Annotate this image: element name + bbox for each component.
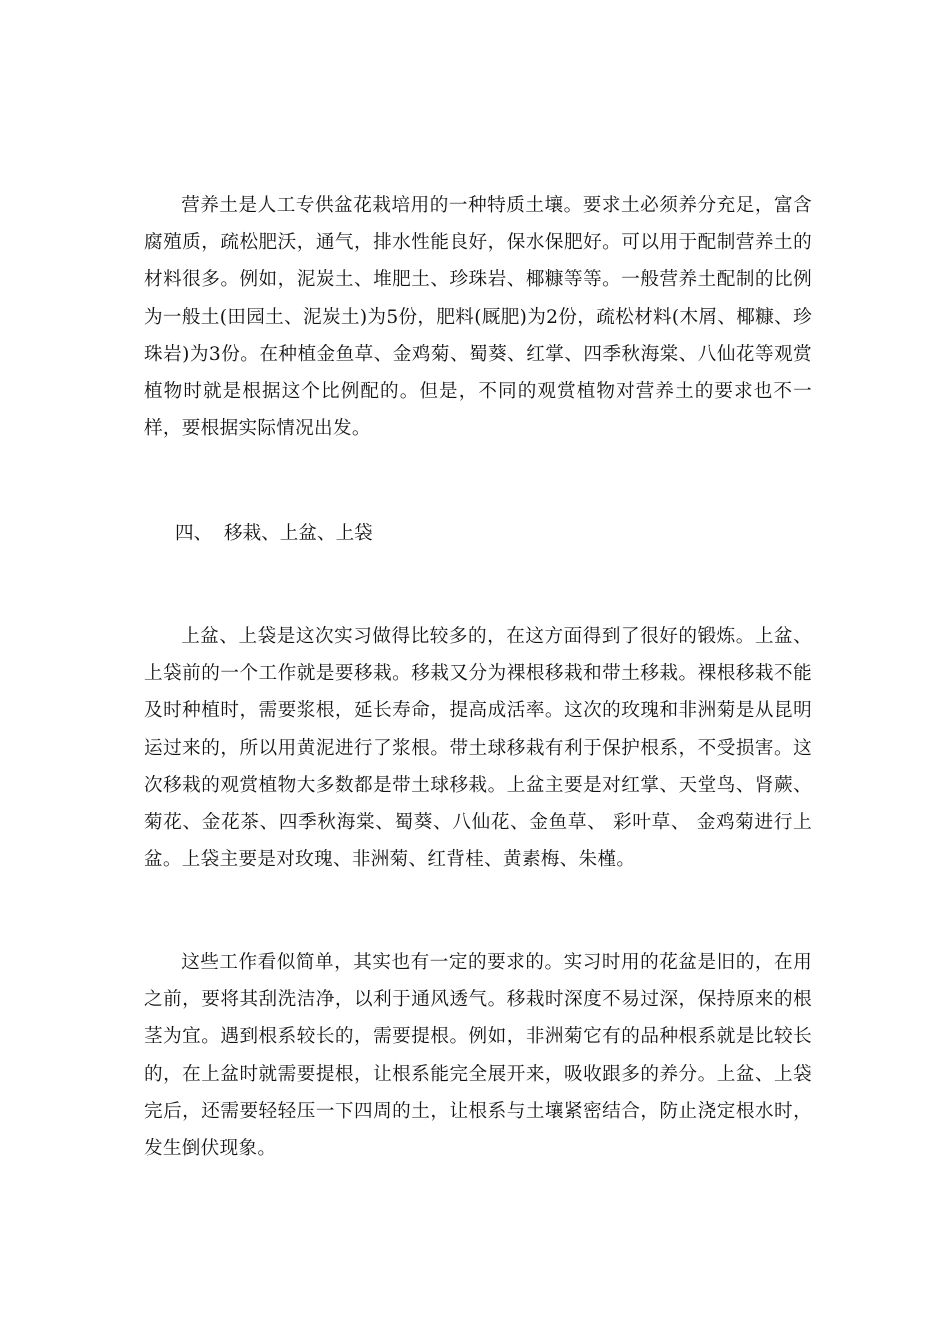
paragraph-transplant-potting: 上盆、上袋是这次实习做得比较多的，在这方面得到了很好的锻炼。上盆、上袋前的一个工作就是要移栽。移栽又分为裸根移栽和带土移栽。裸根移栽不能及时种植时，需要浆根，延长寿命，提高成活率。这次的玫瑰和非洲菊是从昆明运过来的，所以用黄泥进行了浆根。带土球移栽有利于保护根系，不受损害。这次移栽的观赏植物大多数都是带土球移栽。上盆主要是对红掌、天堂鸟、肾蕨、菊花、金花茶、四季秋海棠、蜀葵、八仙花、金鱼草、 彩叶草、 金鸡菊进行上盆。上袋主要是对玫瑰、非洲菊、红背桂、黄素梅、朱槿。 xyxy=(144,626,812,871)
section-heading: 四、 移栽、上盆、上袋 xyxy=(175,523,373,544)
paragraph-nutrient-soil: 营养土是人工专供盆花栽培用的一种特质土壤。要求土必须养分充足，富含腐殖质，疏松肥沃，通气，排水性能良好，保水保肥好。可以用于配制营养土的材料很多。例如，泥炭土、堆肥土、珍珠岩、椰糠等等。一般营养土配制的比例为一般土(田园土、泥炭土)为5份，肥料(厩肥)为2份，疏松材料(木屑、椰糠、珍珠岩)为3份。在种植金鱼草、金鸡菊、蜀葵、红掌、四季秋海棠、八仙花等观赏植物时就是根据这个比例配的。但是，不同的观赏植物对营养土的要求也不一样，要根据实际情况出发。 xyxy=(144,195,812,440)
paragraph-work-requirements: 这些工作看似简单，其实也有一定的要求的。实习时用的花盆是旧的，在用之前，要将其刮洗洁净，以利于通风透气。移栽时深度不易过深，保持原来的根茎为宜。遇到根系较长的，需要提根。例如，非洲菊它有的品种根系就是比较长的，在上盆时就需要提根，让根系能完全展开来，吸收跟多的养分。上盆、上袋完后，还需要轻轻压一下四周的土，让根系与土壤紧密结合，防止浇定根水时，发生倒伏现象。 xyxy=(144,952,812,1160)
